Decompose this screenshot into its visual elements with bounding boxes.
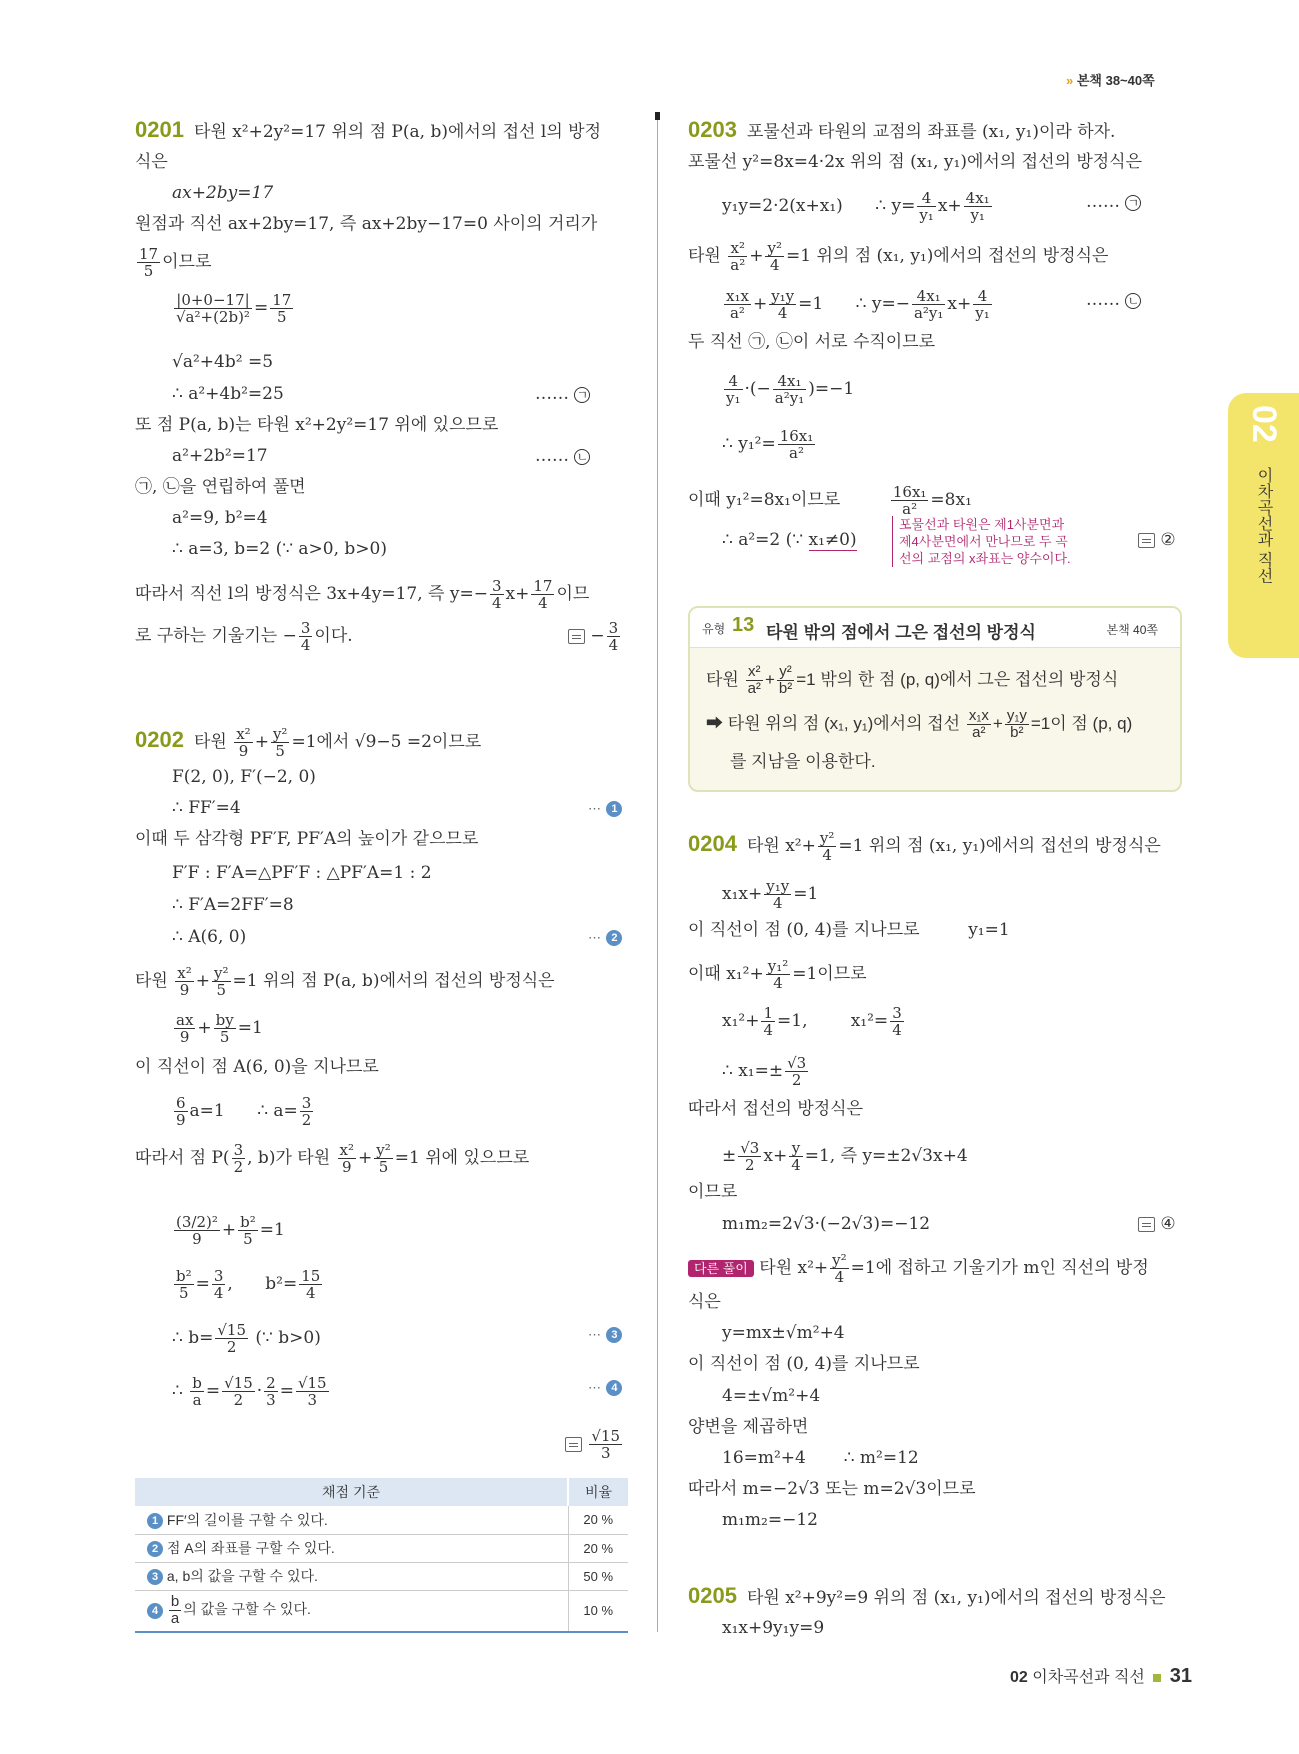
fraction: $\frac{\text{4x₁}}{\text{y₁}}$ (965, 189, 990, 224)
problem-0201-line15: 로 구하는 기울기는 − $\frac{3}{4}$ 이다. (135, 619, 353, 654)
fraction: $\frac{\text{y₁²}}{4}$ (767, 957, 789, 992)
problem-0202-line5: F′F : F′A=△PF′F : △PF′A=1 : 2 (172, 863, 432, 883)
problem-0203-line4: 타원 $\frac{\text{x²}}{\text{a²}}$ + $\frac{\text{y²}}{4}$ =1 위의 점 (x₁, y₁)에서의 접선의 방정식은 (688, 239, 1109, 274)
problem-0201-line14: 따라서 직선 l의 방정식은 3x+4y=17, 즉 y=− $\frac{3}{4}$ x+ $\frac{17}{4}$ 이므 (135, 577, 590, 612)
fraction: $\frac{3}{4}$ (608, 619, 619, 654)
label-a-icon: ㄱ (1125, 195, 1141, 211)
equation-marker: …… ㄱ (535, 382, 590, 406)
fraction: $\frac{\text{y₁y}}{4}$ (766, 877, 790, 912)
chapter-side-tab (1228, 393, 1299, 658)
badge-3-icon: 3 (147, 1569, 163, 1585)
problem-0201-line9: 또 점 P(a, b)는 타원 x²+2y²=17 위에 있으므로 (135, 415, 499, 435)
fraction: $\frac{\text{y²}}{5}$ (272, 725, 288, 760)
problem-0201-line6: $\frac{|0+0-17|}{\text{√a²+(2b)²}}$ = $\frac{17}{5}$ (176, 291, 292, 326)
alt-solution-label: 다른 풀이 (688, 1260, 754, 1277)
fraction: $\frac{\text{x₁x}}{\text{a²}}$ (968, 707, 989, 741)
fraction: $\frac{3}{4}$ (300, 619, 311, 654)
fraction: $\frac{√15}{3}$ (297, 1374, 327, 1409)
problem-0201-line10: a²+2b²=17 (172, 446, 268, 466)
alt-solution-line5: 4=±√m²+4 (722, 1386, 821, 1406)
fraction: $\frac{\text{x²}}{9}$ (339, 1141, 355, 1176)
fraction: $\frac{√3}{2}$ (787, 1054, 807, 1089)
problem-0201-line12: a²=9, b²=4 (172, 508, 268, 528)
problem-number: 0205 (688, 1583, 737, 1608)
double-chevron-icon: » (1066, 73, 1074, 88)
problem-number: 0201 (135, 117, 184, 142)
fraction: $\frac{\text{y₁y}}{4}$ (771, 287, 795, 322)
problem-0201-line1: 0201 타원 x²+2y²=17 위의 점 P(a, b)에서의 접선 l의 방정 (135, 117, 601, 142)
answer-icon (1138, 1217, 1155, 1232)
alt-solution-line7: 16=m²+4 ∴ m²=12 (722, 1448, 919, 1468)
type-label: 유형 (702, 622, 726, 636)
problem-0204-line6: ∴ x₁=± $\frac{√3}{2}$ (722, 1054, 807, 1089)
score-marker-4: ⋯ 4 (588, 1375, 622, 1400)
fraction: $\frac{17}{5}$ (272, 291, 292, 326)
label-a-icon: ㄱ (574, 387, 590, 403)
problem-0203-line3: y₁y=2·2(x+x₁) ∴ y= $\frac{4}{\text{y₁}}$ x+ $\frac{\text{4x₁}}{\text{y₁}}$ (722, 189, 990, 224)
grading-row: 1 FF′의 길이를 구할 수 있다. 20 % (135, 1506, 628, 1534)
fraction: $\frac{\text{y²}}{5}$ (376, 1141, 391, 1176)
problem-0202-line11: $\frac{6}{9}$ a=1 ∴ a= $\frac{3}{2}$ (176, 1094, 312, 1129)
fraction: $\frac{3}{2}$ (233, 1141, 244, 1176)
label-b-icon: ㄴ (1125, 293, 1141, 309)
fraction: $\frac{4}{\text{y₁}}$ (726, 372, 741, 407)
type-13-box (688, 606, 1182, 792)
problem-0204-line5: x₁²+ $\frac{1}{4}$ =1, x₁²= $\frac{3}{4}$ (722, 1004, 902, 1039)
answer-0204: ④ (1138, 1212, 1176, 1236)
problem-0204-line9: 이므로 (688, 1182, 738, 1202)
fraction: $\frac{\text{y²}}{4}$ (767, 239, 782, 274)
alt-solution-line1: 다른 풀이 타원 x²+ $\frac{\text{y²}}{4}$ =1에 접하고 기울기가 m인 직선의 방정 (688, 1252, 1149, 1285)
fraction: $\frac{17}{4}$ (533, 577, 553, 612)
fraction: $\frac{6}{9}$ (176, 1094, 186, 1129)
divider-dot (655, 112, 660, 120)
grading-row: 2 점 A의 좌표를 구할 수 있다. 20 % (135, 1534, 628, 1562)
problem-0205-line1: 0205 타원 x²+9y²=9 위의 점 (x₁, y₁)에서의 접선의 방정식은 (688, 1583, 1166, 1608)
fraction: $\frac{\text{y₁y}}{\text{b²}}$ (1006, 707, 1027, 741)
answer-0201: − $\frac{3}{4}$ (568, 620, 622, 653)
fraction: $\frac{\text{b²}}{5}$ (176, 1267, 192, 1302)
equation-marker: …… ㄱ (1086, 190, 1141, 214)
fraction: $\frac{3}{4}$ (491, 577, 502, 612)
problem-0201-line4: 원점과 직선 ax+2by=17, 즉 ax+2by−17=0 사이의 거리가 (135, 214, 598, 234)
problem-0202-line9: $\frac{ax}{9}$ + $\frac{by}{5}$ =1 (176, 1011, 263, 1046)
problem-0204-line3: 이 직선이 점 (0, 4)를 지나므로 y₁=1 (688, 920, 1010, 940)
fraction: $\frac{15}{4}$ (301, 1267, 321, 1302)
score-marker-3: ⋯ 3 (588, 1322, 622, 1347)
type-title: 타원 밖의 점에서 그은 접선의 방정식 (766, 623, 1036, 642)
fraction: $\frac{\text{x²}}{9}$ (236, 725, 251, 760)
alt-solution-line2: 식은 (688, 1292, 721, 1312)
problem-0202-line13: $\frac{\text{(3/2)²}}{9}$ + $\frac{\text{b²}}{5}$ =1 (176, 1213, 285, 1248)
fraction: $\frac{\text{b²}}{5}$ (240, 1213, 256, 1248)
problem-0205-line2: x₁x+9y₁y=9 (722, 1618, 825, 1638)
fraction: $\frac{\text{16x₁}}{\text{a²}}$ (892, 483, 927, 518)
grading-row: 3 a, b의 값을 구할 수 있다. 50 % (135, 1562, 628, 1590)
page-ref: » 본책 38~40쪽 (1066, 73, 1155, 88)
grading-row: 4 $\frac{b}{a}$ 의 값을 구할 수 있다. 10 % (135, 1590, 628, 1632)
problem-0203-line1: 0203 포물선과 타원의 교점의 좌표를 (x₁, y₁)이라 하자. (688, 117, 1116, 142)
fraction: $\frac{\text{(3/2)²}}{9}$ (176, 1213, 218, 1248)
grading-table (135, 1478, 628, 1633)
problem-0203-line2: 포물선 y²=8x=4·2x 위의 점 (x₁, y₁)에서의 접선의 방정식은 (688, 152, 1143, 172)
grading-header-criteria: 채점 기준 (135, 1478, 568, 1506)
equation-marker: …… ㄴ (1086, 288, 1141, 312)
fraction: $\frac{\text{4x₁}}{\text{a²y₁}}$ (774, 372, 805, 407)
footer-chapter-title: 이차곡선과 직선 (1032, 1669, 1145, 1686)
type-13-header (690, 608, 1180, 648)
alt-solution-line8: 따라서 m=−2√3 또는 m=2√3이므로 (688, 1479, 976, 1499)
fraction: $\frac{b}{a}$ (170, 1593, 180, 1628)
alt-solution-line3: y=mx±√m²+4 (722, 1323, 845, 1343)
fraction: $\frac{17}{5}$ (139, 245, 159, 280)
problem-0203-line10: ∴ a²=2 (∵ x₁≠0) (722, 530, 857, 550)
problem-number: 0202 (135, 727, 184, 752)
fraction: $\frac{√15}{2}$ (217, 1321, 247, 1356)
equation-marker: …… ㄴ (535, 444, 590, 468)
fraction: $\frac{√15}{2}$ (224, 1374, 253, 1409)
problem-0202-line3: ∴ FF′=4 (172, 798, 241, 818)
grading-header-ratio: 비율 (584, 1484, 613, 1500)
label-b-icon: ㄴ (574, 449, 590, 465)
fraction: $\frac{ax}{9}$ (176, 1011, 194, 1046)
fraction: $\frac{\text{4x₁}}{\text{a²y₁}}$ (913, 287, 944, 322)
problem-0201-line5: $\frac{17}{5}$ 이므로 (139, 245, 212, 280)
problem-0203-line6: 두 직선 ㉠, ㉡이 서로 수직이므로 (688, 332, 936, 352)
problem-0201-line2: 식은 (135, 152, 168, 172)
fraction: $\frac{\text{x²}}{\text{a²}}$ (747, 663, 761, 697)
problem-number: 0204 (688, 831, 737, 856)
problem-0203-line5: $\frac{\text{x₁x}}{\text{a²}}$ + $\frac{\text{y₁y}}{4}$ =1 ∴ y=− $\frac{\text{4x₁}}{\text{a²y₁}}$ x+ $\frac{4}{\text{y₁}}$ (726, 287, 990, 322)
fraction: $\frac{3}{4}$ (213, 1267, 224, 1302)
badge-4-icon: 4 (606, 1380, 622, 1396)
answer-0202 (565, 1428, 624, 1461)
fraction: $\frac{\text{16x₁}}{\text{a²}}$ (779, 427, 814, 462)
alt-solution-line4: 이 직선이 점 (0, 4)를 지나므로 (688, 1354, 920, 1374)
alt-solution-line9: m₁m₂=−12 (722, 1510, 818, 1530)
problem-number: 0203 (688, 117, 737, 142)
badge-1-icon: 1 (606, 801, 622, 817)
problem-0203-line7: $\frac{4}{\text{y₁}}$ ·(− $\frac{\text{4x₁}}{\text{a²y₁}}$ )=−1 (726, 372, 855, 407)
answer-icon (1138, 533, 1155, 548)
fraction: $\frac{\text{y²}}{\text{b²}}$ (778, 663, 793, 697)
problem-0203-line9: 이때 y₁²=8x₁이므로 $\frac{\text{16x₁}}{\text{a²}}$ =8x₁ (688, 483, 972, 518)
answer-icon (568, 629, 585, 644)
badge-1-icon: 1 (147, 1513, 163, 1529)
fraction: $\frac{\text{y²}}{5}$ (214, 964, 229, 999)
note-annotation: 포물선과 타원은 제1사분면과 제4사분면에서 만나므로 두 곡 선의 교점의 x좌표는 양수이다. (892, 516, 1071, 567)
chapter-tab-number: 02 (1245, 405, 1283, 443)
problem-0202-line2: F(2, 0), F′(−2, 0) (172, 767, 316, 787)
fraction: $\frac{√3}{2}$ (740, 1139, 760, 1174)
problem-0201-line3: ax+2by=17 (172, 183, 274, 203)
fraction: $\frac{4}{\text{y₁}}$ (975, 287, 990, 322)
fraction: $\frac{b}{a}$ (192, 1374, 202, 1409)
fraction: $\frac{y}{4}$ (791, 1139, 801, 1174)
score-marker-2: ⋯ 2 (588, 925, 622, 950)
problem-0202-line14: $\frac{\text{b²}}{5}$ = $\frac{3}{4}$ , b²= $\frac{15}{4}$ (176, 1267, 321, 1302)
column-divider (657, 112, 658, 1632)
page-footer (1010, 1664, 1192, 1688)
problem-0202-line10: 이 직선이 점 A(6, 0)을 지나므로 (135, 1057, 379, 1077)
grading-header (135, 1478, 628, 1506)
footer-square-icon (1153, 1674, 1161, 1682)
fraction: $\frac{\text{y²}}{4}$ (819, 829, 835, 864)
problem-0202-line7: ∴ A(6, 0) (172, 927, 247, 947)
page-number: 31 (1169, 1665, 1193, 1687)
fraction: $\frac{2}{3}$ (266, 1374, 276, 1409)
problem-0201-line11: ㉠, ㉡을 연립하여 풀면 (135, 477, 306, 497)
problem-0201-line13: ∴ a=3, b=2 (∵ a>0, b>0) (172, 539, 387, 559)
problem-0204-line1: 0204 타원 x²+ $\frac{\text{y²}}{4}$ =1 위의 점 (x₁, y₁)에서의 접선의 방정식은 (688, 829, 1161, 864)
problem-0204-line7: 따라서 접선의 방정식은 (688, 1099, 864, 1119)
fraction: $\frac{by}{5}$ (215, 1011, 234, 1046)
problem-0204-line2: x₁x+ $\frac{\text{y₁y}}{4}$ =1 (722, 877, 819, 912)
answer-0203: ② (1138, 528, 1176, 552)
fraction: $\frac{\text{x²}}{\text{a²}}$ (730, 239, 746, 274)
type-13-line2: ➡ 타원 위의 점 (x₁, y₁)에서의 접선 $\frac{\text{x₁x}}{\text{a²}}$ + $\frac{\text{y₁y}}{\text{b²}}$ =1이 점 (p, q) (706, 707, 1133, 741)
fraction: $\frac{√15}{3}$ (591, 1427, 621, 1462)
problem-0202-line16: ∴ $\frac{b}{a}$ = $\frac{√15}{2}$ · $\frac{2}{3}$ = $\frac{√15}{3}$ (172, 1374, 327, 1409)
badge-2-icon: 2 (147, 1541, 163, 1557)
type-number: 13 (732, 614, 755, 636)
fraction: $\frac{\text{x²}}{9}$ (177, 964, 192, 999)
chapter-tab-title: 이차곡선과 직선 (1255, 467, 1272, 584)
problem-0202-line12: 따라서 점 P( $\frac{3}{2}$ , b)가 타원 $\frac{\text{x²}}{9}$ + $\frac{\text{y²}}{5}$ =1 위에 있으므로 (135, 1141, 530, 1176)
problem-0203-line8: ∴ y₁²= $\frac{\text{16x₁}}{\text{a²}}$ (722, 427, 814, 462)
answer-icon (565, 1437, 582, 1452)
fraction: $\frac{\text{y²}}{4}$ (832, 1251, 847, 1286)
badge-4-icon: 4 (147, 1603, 163, 1619)
problem-0202-line6: ∴ F′A=2FF′=8 (172, 895, 294, 915)
problem-0201-line7: √a²+4b² =5 (172, 352, 274, 372)
alt-solution-line6: 양변을 제곱하면 (688, 1417, 809, 1437)
problem-0202-line8: 타원 $\frac{\text{x²}}{9}$ + $\frac{\text{y²}}{5}$ =1 위의 점 P(a, b)에서의 접선의 방정식은 (135, 964, 555, 999)
problem-0204-line10: m₁m₂=2√3·(−2√3)=−12 (722, 1214, 931, 1234)
type-ref: 본책 40쪽 (1106, 623, 1158, 637)
score-marker-1: ⋯ 1 (588, 796, 622, 821)
problem-0204-line8: ± $\frac{√3}{2}$ x+ $\frac{y}{4}$ =1, 즉 y=±2√3x+4 (722, 1139, 968, 1174)
problem-0201-line8: ∴ a²+4b²=25 (172, 384, 284, 404)
problem-0202-line4: 이때 두 삼각형 PF′F, PF′A의 높이가 같으므로 (135, 829, 479, 849)
footer-chapter-no: 02 (1010, 1669, 1028, 1686)
fraction: $\frac{\text{x₁x}}{\text{a²}}$ (726, 287, 749, 322)
problem-0202-line15: ∴ b= $\frac{√15}{2}$ (∵ b>0) (172, 1321, 321, 1356)
type-13-line1: 타원 $\frac{\text{x²}}{\text{a²}}$ + $\frac{\text{y²}}{\text{b²}}$ =1 밖의 한 점 (p, q)에서 그은 접선의 방정식 (706, 663, 1119, 697)
fraction: $\frac{3}{4}$ (892, 1004, 902, 1039)
problem-0204-line4: 이때 x₁²+ $\frac{\text{y₁²}}{4}$ =1이므로 (688, 957, 867, 992)
problem-0202-line1: 0202 타원 $\frac{\text{x²}}{9}$ + $\frac{\text{y²}}{5}$ =1에서 √9−5 =2이므로 (135, 725, 482, 760)
fraction: $\frac{3}{2}$ (301, 1094, 312, 1129)
fraction: $\frac{|0+0-17|}{\text{√a²+(2b)²}}$ (176, 291, 250, 326)
badge-2-icon: 2 (606, 930, 622, 946)
fraction: $\frac{1}{4}$ (763, 1004, 774, 1039)
type-13-line3: 를 지남을 이용한다. (730, 752, 876, 771)
fraction: $\frac{4}{\text{y₁}}$ (919, 189, 934, 224)
badge-3-icon: 3 (606, 1327, 622, 1343)
